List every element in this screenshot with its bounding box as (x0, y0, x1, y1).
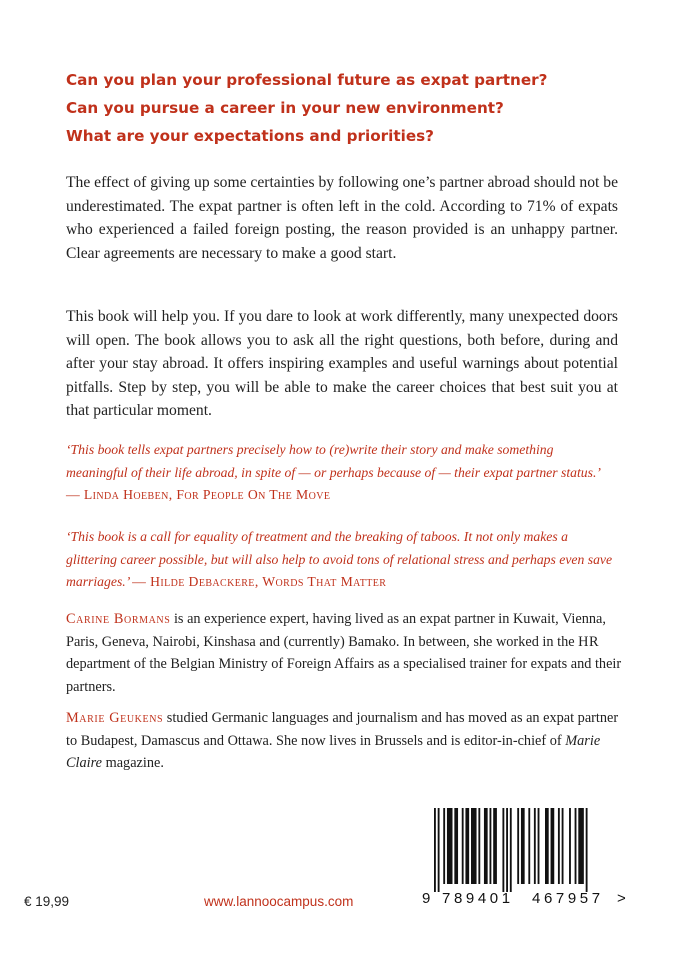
review-quote-1-text: ‘This book tells expat partners precisely how to (re)write their story and make something meaningful of their life abroad, in spite of — or perhaps because of — their expat partner status.’ (66, 442, 601, 480)
question-3: What are your expectations and priorities? (66, 127, 434, 145)
author-bio-2-text-a: studied Germanic languages and journalism and has moved as an expat partner to Budapest, Damascus and Ottawa. She now lives in Brussels and is editor-in-chief of (66, 710, 619, 749)
barcode-bar (528, 808, 530, 884)
question-list (66, 66, 626, 150)
isbn-quiet-mark: > (617, 890, 626, 907)
barcode-bar (521, 808, 525, 884)
barcode-bar (551, 808, 555, 884)
barcode-bar (454, 808, 458, 884)
barcode-bar (447, 808, 453, 884)
review-quote-1-attribution: — Linda Hoeben, For People On The Move (66, 487, 331, 502)
blurb-paragraph-2: This book will help you. If you dare to look at work differently, many unexpected doors will open. The book allows you to ask all the right questions, both before, during and after your stay abroad. It offers inspiring examples and useful warnings about potential pitfalls. Step by step, you will be able to make the career choices that best suit you at that particular moment. (66, 308, 618, 420)
barcode-bar (545, 808, 549, 884)
barcode-bar (538, 808, 540, 884)
isbn-group-1: 789401 (442, 890, 514, 907)
isbn-first-digit: 9 (422, 890, 431, 907)
barcode-bar (493, 808, 497, 884)
barcode-bar (517, 808, 519, 884)
barcode-bar (484, 808, 488, 884)
barcode-bar (462, 808, 464, 884)
barcode-bar (562, 808, 564, 884)
author-name-1: Carine Bormans (66, 611, 171, 627)
barcode-bar (578, 808, 584, 884)
blurb-paragraph-1: The effect of giving up some certainties by following one’s partner abroad should not be underestimated. The expat partner is often left in the cold. According to 71% of expats who experienced a failed foreign posting, the reason provided is an unhappy partner. Clear agreements are necessary to make a good start. (66, 174, 618, 262)
author-name-2: Marie Geukens (66, 710, 164, 726)
price-label: € 19,99 (24, 894, 70, 909)
barcode-bar (575, 808, 577, 884)
barcode-bar (502, 808, 504, 892)
barcode-bar (434, 808, 436, 892)
author-bio-2-text-b: magazine. (102, 755, 164, 771)
review-quote-2 (66, 526, 618, 594)
question-1: Can you plan your professional future as expat partner? (66, 71, 548, 89)
magazine-name: Marie Claire (66, 732, 601, 771)
author-bio-1-text-a: is an experience expert, having lived as an expat partner in Kuwait, Vienna, Paris, Geneva, Nairobi, Kinshasa and (currently) Bamako. In between, she worked in the (66, 611, 606, 650)
question-2: Can you pursue a career in your new environment? (66, 99, 504, 117)
barcode-bars-icon (434, 808, 624, 892)
review-quote-2-text: ‘This book is a call for equality of treatment and the breaking of taboos. It not only makes a glittering career possible, but will also help to avoid tons of relational stress and perhaps even save marriages.’ (66, 529, 613, 589)
author-bio-1 (66, 608, 626, 698)
barcode-bar (478, 808, 480, 884)
barcode-bar (471, 808, 477, 884)
isbn-barcode (418, 808, 666, 918)
review-quote-1 (66, 439, 618, 507)
barcode-bar (465, 808, 469, 884)
publisher-website: www.lannoocampus.com (204, 894, 354, 909)
barcode-bar (569, 808, 571, 884)
author-bio-1-text-b: department of the Belgian Ministry of Foreign Affairs as a specialised trainer for expats and their partners. (66, 656, 622, 695)
barcode-bar (506, 808, 508, 892)
barcode-bar (510, 808, 512, 892)
barcode-bar (490, 808, 492, 884)
review-quote-2-attribution: — Hilde Debackere, Words That Matter (132, 574, 387, 589)
isbn-group-2: 467957 (532, 890, 604, 907)
barcode-bar (586, 808, 588, 892)
barcode-bar (534, 808, 536, 884)
barcode-bar (443, 808, 445, 884)
author-bio-1-hr: HR (578, 633, 600, 650)
barcode-bar (438, 808, 440, 892)
barcode-bar (558, 808, 560, 884)
author-bio-2 (66, 707, 626, 775)
